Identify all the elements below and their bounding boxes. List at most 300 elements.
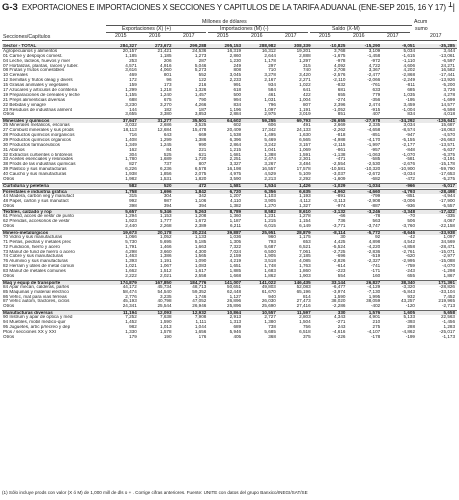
row-label: 48 Papel, cartón y sus manufact [3,198,69,203]
table-cell: 1,044 [194,324,207,329]
table-cell: 24,271 [440,63,455,68]
table-cell: -1,110 [402,58,415,63]
table-cell: -1,034 [367,183,381,188]
table-cell: -620 [405,254,415,259]
table-cell: -614 [336,264,346,269]
table-cell: -70 [408,214,415,219]
table-row [2,177,457,182]
table-cell: -3,006 [401,198,415,203]
table-cell: 16,319 [227,48,242,53]
table-cell: 4,916 [160,63,172,68]
table-cell: 6,521 [299,244,311,249]
table-cell: 26,896 [227,299,242,304]
row-label: 22 Bebidas y vinagre [3,102,46,107]
table-cell: 45,193 [122,299,137,304]
table-row [2,335,457,340]
table-cell: 1,662 [125,269,137,274]
table-cell: 21,421 [157,48,172,53]
table-cell: 1,127 [229,294,242,299]
table-cell: 2,396 [333,102,346,107]
table-cell: -4,660 [367,189,381,194]
table-cell: -761 [371,83,381,88]
row-label: Otros [3,112,15,117]
table-cell: 287 [198,58,207,63]
table-cell: 4,278 [443,92,455,97]
row-label: Agropecuarios y alimentos [3,48,58,53]
table-cell: -2,576 [332,73,346,78]
table-cell: 4,722 [368,63,381,68]
table-cell: 2,669 [333,123,346,128]
table-cell: -78 [373,214,381,219]
table-cell: -2,110 [332,78,346,83]
table-cell: 1,270 [264,203,276,208]
table-cell: -17,441 [439,73,455,78]
table-cell: 1,185 [125,53,137,58]
table-cell: -15,071 [439,249,455,254]
table-cell: 779 [372,92,381,97]
table-cell: -4,962 [332,189,346,194]
table-cell: 4,085 [299,259,311,264]
table-cell: 7,322 [229,244,242,249]
table-cell: -393 [405,319,415,324]
table-cell: 12,093 [157,311,172,316]
table-cell: 1,923 [125,219,137,224]
table-cell: 1,860 [299,269,311,274]
table-cell: 394 [163,203,172,208]
table-cell: 2,727 [264,315,276,320]
table-cell: 219,965 [438,299,455,304]
table-cell: 2,558 [194,273,207,278]
table-cell: -4,107 [367,329,381,334]
footnote: (1) Sólo incluye prods con valor (X ó M) de 1,000 mill de dls o + . Corrige cifras anteriores. Fuente: UNITE con datos del grupo Banxico/INEGI/SAT/SE [2,490,308,495]
table-cell: 5,034 [403,48,415,53]
table-cell: 15,478 [192,128,207,133]
table-cell: -3,771 [332,224,346,229]
table-cell: -1,699 [441,97,455,102]
table-cell: 669 [198,133,207,138]
table-cell: 28,879 [296,230,311,235]
table-cell: 4,975 [229,172,242,177]
table-cell: 171,391 [438,280,455,285]
row-label: 61 Prend, acces de vestir de punto [3,214,74,219]
table-cell: 20,157 [122,48,137,53]
table-cell: 315 [129,193,137,198]
table-cell: 5,685 [264,329,276,334]
table-cell: -5,275 [441,177,455,182]
table-cell: 141,022 [259,280,276,285]
table-cell: 1,763 [299,264,311,269]
table-cell: 11,597 [296,311,311,316]
table-cell: 25,544 [157,304,172,309]
table-header [2,18,457,44]
table-cell: -957 [371,147,381,152]
row-label: 27 Combust minerales y sus prods [3,128,74,133]
table-cell: 807 [302,102,311,107]
table-cell: 304 [129,152,137,157]
table-cell: 288,982 [259,44,276,48]
table-cell: 249 [233,63,242,68]
table-cell: 2,860 [229,53,242,58]
row-label: 76 Aluminio y sus manufacturas [3,259,68,264]
year-col-8: 2016 [353,33,365,39]
row-label: Otros [3,203,15,208]
table-cell: 15,687 [440,123,455,128]
table-cell: 1,538 [229,133,242,138]
table-cell: -223 [336,269,346,274]
table-cell: 641 [302,88,311,93]
table-cell: -13,061 [439,53,455,58]
table-cell: -3,113 [332,198,346,203]
table-cell: 1,777 [160,219,172,224]
table-cell: -10,825 [329,44,346,48]
table-cell: 141,007 [224,280,242,285]
row-label: 21 Preps alimenticias diversas [3,97,66,102]
table-cell: 796 [268,102,276,107]
table-cell: -4,070 [441,264,455,269]
table-cell: 1,748 [264,264,276,269]
table-cell: 284,327 [120,44,137,48]
table-cell: -741 [371,264,381,269]
table-cell: 3,655 [125,112,137,117]
document-title [2,2,457,18]
table-cell: -851 [405,193,415,198]
table-cell: 10,557 [261,311,276,316]
table-cell: 34,569 [440,239,455,244]
table-cell: 3,768 [333,48,346,53]
table-cell: 1,022 [299,83,311,88]
table-cell: 1,327 [299,203,311,208]
table-cell: 4,343 [333,315,346,320]
row-label: 23 Residuos de industrias aliment [3,107,72,112]
table-cell: 1,393 [125,259,137,264]
table-cell: 3,267 [264,162,276,167]
row-label: Otros [3,224,15,229]
table-cell: -799 [371,193,381,198]
row-label: 73 Manuf de fund de hierro o acero [3,249,75,254]
table-cell: 1,696 [160,189,172,194]
row-label: 72 Fundición, hierro y acero [3,244,60,249]
row-label: 90 Instrum y apar de óptica y méd [3,315,73,320]
table-cell: -17,422 [439,210,455,215]
table-cell: -1,458 [367,53,381,58]
table-cell: 1,380 [264,319,276,324]
table-cell: -120 [405,304,415,309]
row-label: 10 Cereales [3,73,28,78]
table-cell: -2,066 [367,78,381,83]
acum-label: Acum [414,19,428,25]
row-label: 28 Productos químicos inorgánicos [3,133,75,138]
table-cell: 500 [233,92,242,97]
table-cell: 16,582 [440,68,455,73]
table-cell: 643 [163,133,172,138]
table-cell: 44,172 [122,284,137,289]
table-cell: 655 [407,273,415,278]
table-cell: 1,457 [194,92,207,97]
table-cell: 1,083 [194,264,207,269]
exports-group-label: Exportaciones (X) (+) [122,26,172,32]
table-cell: 4,425 [333,239,346,244]
table-cell: -6,597 [441,58,455,63]
table-cell: 633 [372,88,381,93]
table-cell: 991 [233,83,242,88]
row-label: Otros [3,273,15,278]
table-cell: 65,196 [296,289,311,294]
table-cell: 814 [302,294,311,299]
table-cell: 2,213 [264,177,276,182]
table-cell: -1,063 [367,152,381,157]
table-cell: 6,226 [125,167,137,172]
table-cell: 54,540 [157,289,172,294]
table-cell: -4,570 [441,133,455,138]
table-cell: 2,075 [194,172,207,177]
table-cell: 6,635 [299,189,311,194]
table-cell: 3,109 [368,48,381,53]
row-label: Minero-metalúrgicos [3,230,49,235]
acum-sub-label: sumo [415,26,428,32]
table-cell: -759 [405,264,415,269]
units-label: Millones de dólares [202,19,247,25]
table-cell: -2,826 [332,259,346,264]
table-cell: 3,444 [443,48,455,53]
table-cell: 59,352 [192,289,207,294]
table-cell: 6,396 [229,137,242,142]
table-cell: 308,339 [294,44,311,48]
table-cell: 31,277 [157,119,172,124]
table-cell: 716 [129,133,137,138]
table-cell: 1,651 [229,264,242,269]
year-col-7: 2015 [319,33,331,39]
table-cell: -5,017 [441,183,455,188]
table-cell: 64,602 [227,119,242,124]
table-cell: 96 [166,78,172,83]
table-cell: 160 [372,273,381,278]
table-cell: 4,901 [368,315,381,320]
table-cell: -226 [336,334,346,339]
table-cell: -1,070 [401,152,415,157]
table-cell: 1,758 [125,189,137,194]
table-cell: 49,803 [261,284,276,289]
row-label: 19 Preparaciones de cereales y leche [3,92,80,97]
table-cell: -472 [405,177,415,182]
table-cell: 1,565 [194,254,207,259]
table-cell: 2,185 [299,254,311,259]
table-cell: 606 [268,123,276,128]
table-cell: 5,273 [194,68,207,73]
table-cell: -2,554 [332,162,346,167]
table-cell: -5,557 [441,203,455,208]
table-cell: -3,037 [332,172,346,177]
table-cell: 38,059 [366,299,381,304]
table-cell: 1,004 [299,97,311,102]
table-cell: 3,278 [264,73,276,78]
table-cell: 1,720 [194,157,207,162]
row-label: 07 Hortalizas, plantas, raíces y tubér. [3,63,79,68]
table-cell: -818 [336,133,346,138]
table-cell: 342 [198,193,207,198]
table-cell: 4,542 [403,239,415,244]
table-cell: 1,576 [368,311,381,316]
table-cell: -17,900 [439,198,455,203]
table-cell: 2,776 [125,294,137,299]
table-cell: 1,299 [125,88,137,93]
table-cell: -2,177 [401,142,415,147]
table-cell: -3,246 [367,210,381,215]
table-cell: 688 [129,97,137,102]
corner-mark: | [452,2,455,12]
table-cell: 1,330 [125,329,137,334]
row-label: 87 Vehíc autom, tractores, ciclos [3,299,70,304]
table-cell: 2,913 [229,315,242,320]
table-cell: 1,842 [194,189,207,194]
table-cell: 582 [129,183,137,188]
table-cell: 10,864 [227,311,242,316]
table-cell: -1,029 [332,183,346,188]
table-cell: 5,346 [160,210,172,215]
table-cell: 173 [163,83,172,88]
table-cell: -4,170 [367,137,381,142]
table-cell: -243 [405,269,415,274]
table-cell: 253 [129,58,137,63]
table-cell: -26,663 [439,137,455,142]
table-cell: -1,609 [332,177,346,182]
table-cell: -3,760 [401,224,415,229]
table-cell: 1,215 [264,219,276,224]
table-cell: 1,578 [160,329,172,334]
table-cell: 1,672 [194,219,207,224]
table-cell: 737 [163,162,172,167]
table-cell: 1,207 [229,193,242,198]
table-cell: 1,155 [125,92,137,97]
table-cell: 2,803 [299,315,311,320]
table-cell: -28,498 [439,189,455,194]
table-cell: 2,222 [125,273,137,278]
table-cell: -10,320 [364,167,381,172]
table-cell: 8,789 [229,210,242,215]
table-cell: 1,208 [194,214,207,219]
table-cell: 6,578 [194,167,207,172]
table-cell: -335 [445,214,455,219]
table-cell: 1,905 [264,254,276,259]
table-cell: 62,448 [227,289,242,294]
table-cell: 176 [198,334,207,339]
table-cell: 1,052 [160,234,172,239]
table-cell: 1,097 [443,234,455,239]
table-cell: 491 [302,123,311,128]
table-cell: 4,110 [229,198,242,203]
table-cell: 5,109 [299,172,311,177]
table-cell: 1,382 [229,203,242,208]
table-cell: -35,285 [439,44,455,48]
year-col-2: 2016 [149,33,161,39]
table-cell: 1,294 [125,214,137,219]
table-cell: 243 [337,324,346,329]
table-cell: -199 [405,334,415,339]
table-cell: -5,200 [441,83,455,88]
table-cell: 3,019 [299,112,311,117]
table-cell: 146,435 [294,280,311,285]
table-cell: 407 [372,112,381,117]
table-cell: 3,034 [403,123,415,128]
table-cell: -3,974 [332,289,346,294]
table-cell: 2,884 [229,112,242,117]
table-cell: 1,452 [125,319,137,324]
table-cell: 2,301 [299,157,311,162]
table-cell: -2,977 [441,254,455,259]
table-cell: 4,298 [125,249,137,254]
table-cell: 5,658 [443,311,455,316]
row-label: 71 Perlas, piedras y metales prec [3,239,72,244]
table-cell: 2,474 [264,157,276,162]
table-cell: 1,103 [264,193,276,198]
table-cell: -3,034 [401,172,415,177]
row-label: 85 Máquinas y material eléctrico [3,289,69,294]
table-cell: 1,862 [264,273,276,278]
table-cell: 190 [163,334,172,339]
table-cell: 43,257 [400,299,415,304]
table-cell: 1,196 [229,107,242,112]
table-cell: 2,686 [160,123,172,128]
table-cell: 18,113 [123,128,137,133]
table-cell: -1,173 [441,334,455,339]
table-cell: -2,530 [367,162,381,167]
table-cell: 1,154 [299,219,311,224]
table-cell: -8,114 [332,230,346,235]
table-cell: 834 [407,112,415,117]
table-cell: 159 [129,83,137,88]
table-cell: 1,683 [264,269,276,274]
table-cell: 1,504 [299,319,311,324]
table-cell: 26,946 [192,304,207,309]
table-cell: 3,726 [443,88,455,93]
table-cell: -2,676 [401,162,415,167]
table-cell: 12,932 [192,311,207,316]
table-cell: -891 [336,193,346,198]
table-cell: 2,708 [333,68,346,73]
table-cell: 3,853 [194,112,207,117]
table-cell: -6,598 [441,107,455,112]
table-cell: 1,326 [194,88,207,93]
table-cell: 1,856 [160,172,172,177]
table-cell: 584 [268,88,276,93]
table-cell: 3,032 [125,123,137,128]
table-cell: 6,720 [229,189,242,194]
table-cell: 506 [407,219,415,224]
table-cell: -2,115 [332,142,346,147]
table-cell: -3,320 [401,284,415,289]
row-label: 95 Juguetes, artíc p/recreo y dep [3,324,71,329]
table-cell: 6,236 [160,167,172,172]
table-cell: 4,202 [403,68,415,73]
balance-group-label: Saldo (X-M) [332,26,360,32]
table-cell: 834 [233,102,242,107]
row-label: 94 Muebles, mobil médico-quir [3,319,66,324]
row-label: Ptos / secciones XX y XXI [3,329,57,334]
table-cell: -4,220 [367,244,381,249]
table-cell: 1,231 [264,214,276,219]
year-col-5: 2016 [251,33,263,39]
table-cell: 3,905 [264,198,276,203]
table-cell: -978 [336,58,346,63]
table-cell: 25,896 [227,304,242,309]
table-cell: 1,360 [229,214,242,219]
table-cell: 621 [198,152,207,157]
table-cell: -8,574 [401,128,415,133]
table-cell: 5,133 [403,315,415,320]
table-cell: 3,230 [125,102,137,107]
table-cell: 1,746 [194,294,207,299]
table-cell: 92 [375,234,381,239]
table-row [2,274,457,279]
